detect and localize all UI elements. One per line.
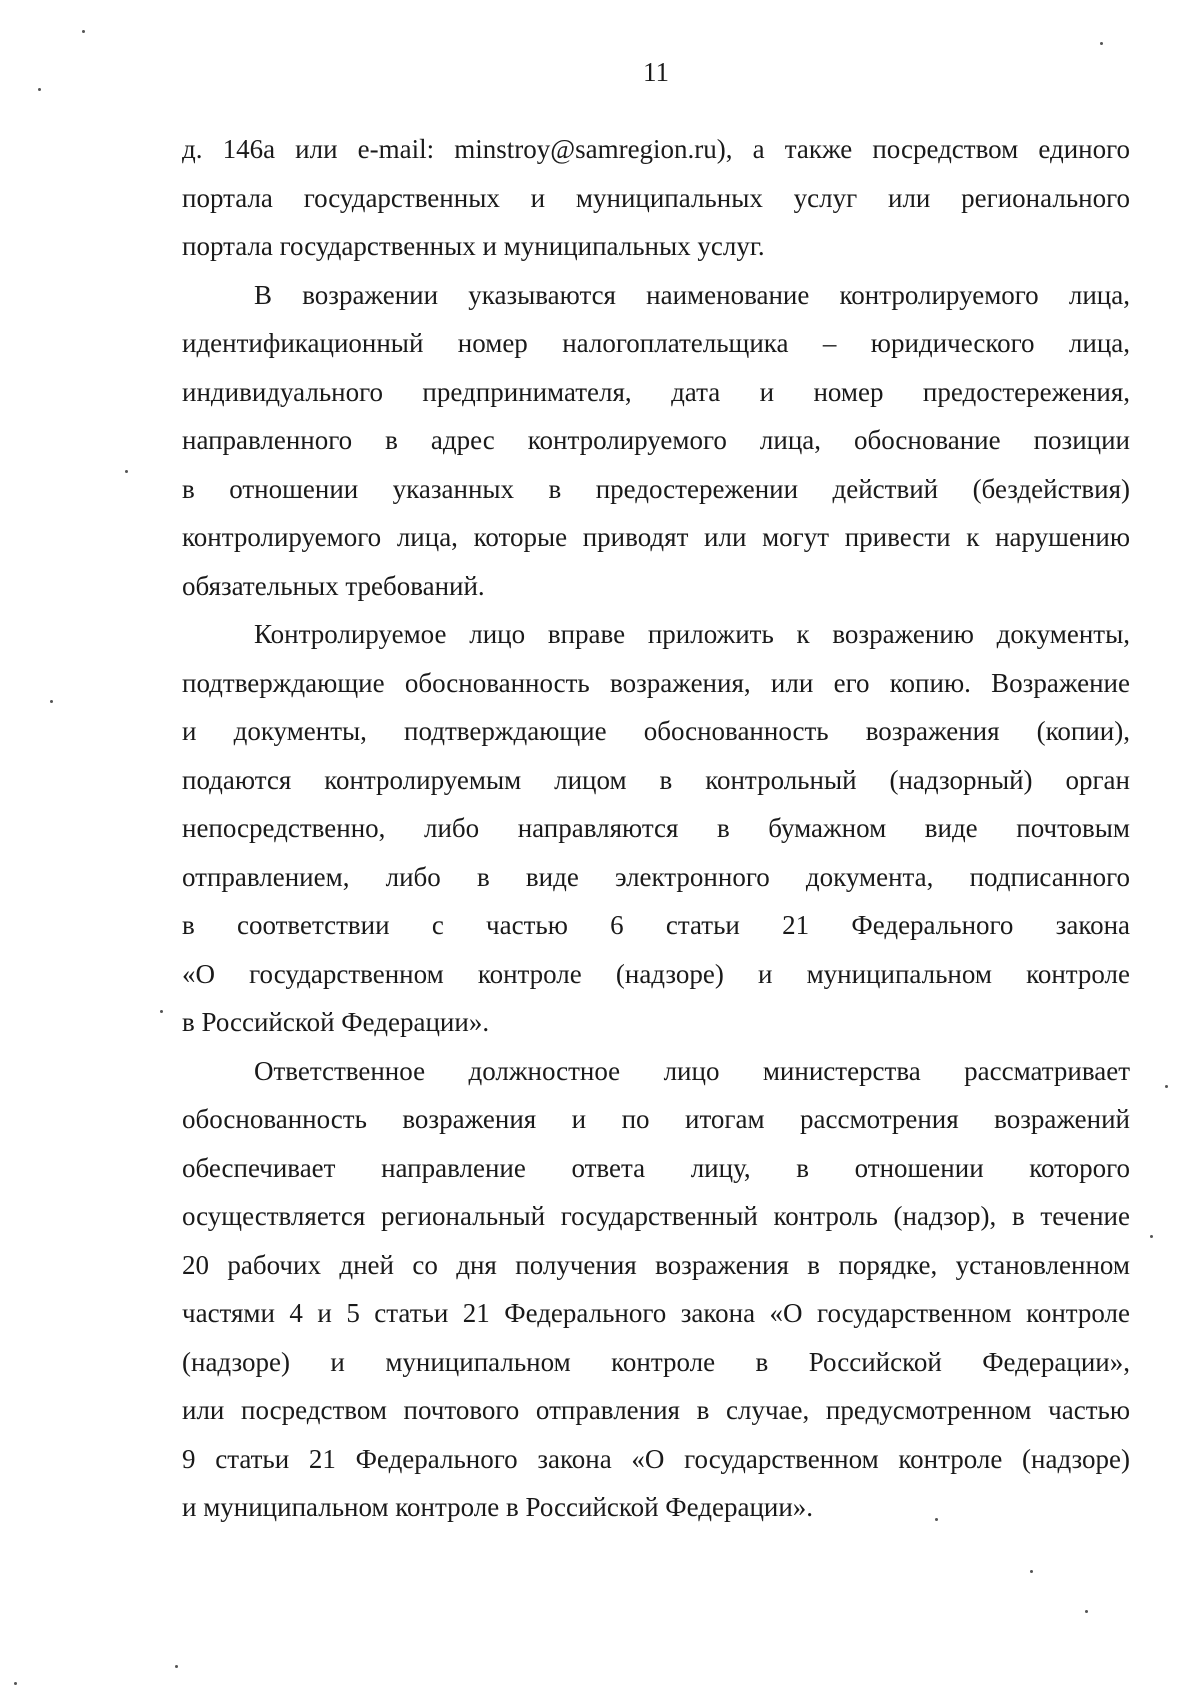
scan-speck — [1100, 42, 1103, 45]
paragraph-attached-documents — [182, 610, 1130, 1047]
text-line: обязательных требований. — [182, 570, 485, 601]
text-line: отправлением, либо в виде электронного документа, подписанного — [182, 861, 1130, 892]
text-line: обоснованность возражения и по итогам рассмотрения возражений — [182, 1104, 1130, 1134]
scan-speck — [82, 30, 85, 33]
paragraph-objection-contents — [182, 271, 1130, 611]
text-line: подаются контролируемым лицом в контрольный (надзорный) орган — [182, 764, 1130, 795]
text-line: непосредственно, либо направляются в бумажном виде почтовым — [182, 813, 1130, 843]
page-number: 11 — [643, 57, 669, 87]
text-line: частями 4 и 5 статьи 21 Федерального закона «О государственном контроле — [182, 1298, 1130, 1328]
text-line: портала государственных и муниципальных услуг. — [182, 231, 765, 261]
text-line: в соответствии с частью 6 статьи 21 Федерального закона — [182, 910, 1130, 940]
scan-speck — [14, 1682, 17, 1685]
scan-speck — [935, 1518, 938, 1521]
text-line: и документы, подтверждающие обоснованность возражения (копии), — [182, 716, 1130, 746]
paragraph-contact-info — [182, 125, 1130, 271]
scan-speck — [125, 470, 128, 473]
text-line: портала государственных и муниципальных услуг или регионального — [182, 182, 1130, 213]
text-line: Контролируемое лицо вправе приложить к возражению документы, — [254, 619, 1130, 649]
text-line: и муниципальном контроле в Российской Федерации». — [182, 1492, 814, 1522]
text-line: д. 146а или e-mail: minstroy@samregion.ru), а также посредством единого — [182, 134, 1130, 164]
text-line: идентификационный номер налогоплательщика – юридического лица, — [182, 328, 1130, 358]
text-line: В возражении указываются наименование контролируемого лица, — [254, 279, 1130, 310]
scan-speck — [50, 700, 53, 703]
text-line: обеспечивает направление ответа лицу, в отношении которого — [182, 1152, 1130, 1183]
text-line: контролируемого лица, которые приводят или могут привести к нарушению — [182, 522, 1130, 552]
text-line: направленного в адрес контролируемого лица, обоснование позиции — [182, 425, 1130, 455]
paragraph-review-procedure — [182, 1047, 1130, 1532]
text-line: в Российской Федерации». — [182, 1007, 490, 1037]
text-line: 20 рабочих дней со дня получения возражения в порядке, установленном — [182, 1249, 1130, 1280]
text-line: «О государственном контроле (надзоре) и муниципальном контроле — [182, 958, 1130, 989]
text-line: или посредством почтового отправления в случае, предусмотренном частью — [182, 1395, 1130, 1425]
text-line: в отношении указанных в предостережении действий (бездействия) — [182, 473, 1130, 504]
text-line: (надзоре) и муниципальном контроле в Российской Федерации», — [182, 1346, 1130, 1377]
scan-speck — [175, 1665, 178, 1668]
scan-speck — [160, 1010, 163, 1013]
text-line: подтверждающие обоснованность возражения, или его копию. Возражение — [182, 667, 1130, 698]
text-line: осуществляется региональный государственный контроль (надзор), в течение — [182, 1201, 1130, 1231]
scan-speck — [38, 88, 41, 91]
document-body — [182, 125, 1130, 1532]
scan-speck — [1150, 1235, 1153, 1238]
scan-speck — [1165, 1085, 1168, 1088]
text-line: Ответственное должностное лицо министерства рассматривает — [254, 1055, 1130, 1086]
scan-speck — [1030, 1570, 1033, 1573]
text-line: 9 статьи 21 Федерального закона «О государственном контроле (надзоре) — [182, 1443, 1130, 1474]
text-line: индивидуального предпринимателя, дата и номер предостережения, — [182, 376, 1130, 407]
scan-speck — [1085, 1610, 1088, 1613]
